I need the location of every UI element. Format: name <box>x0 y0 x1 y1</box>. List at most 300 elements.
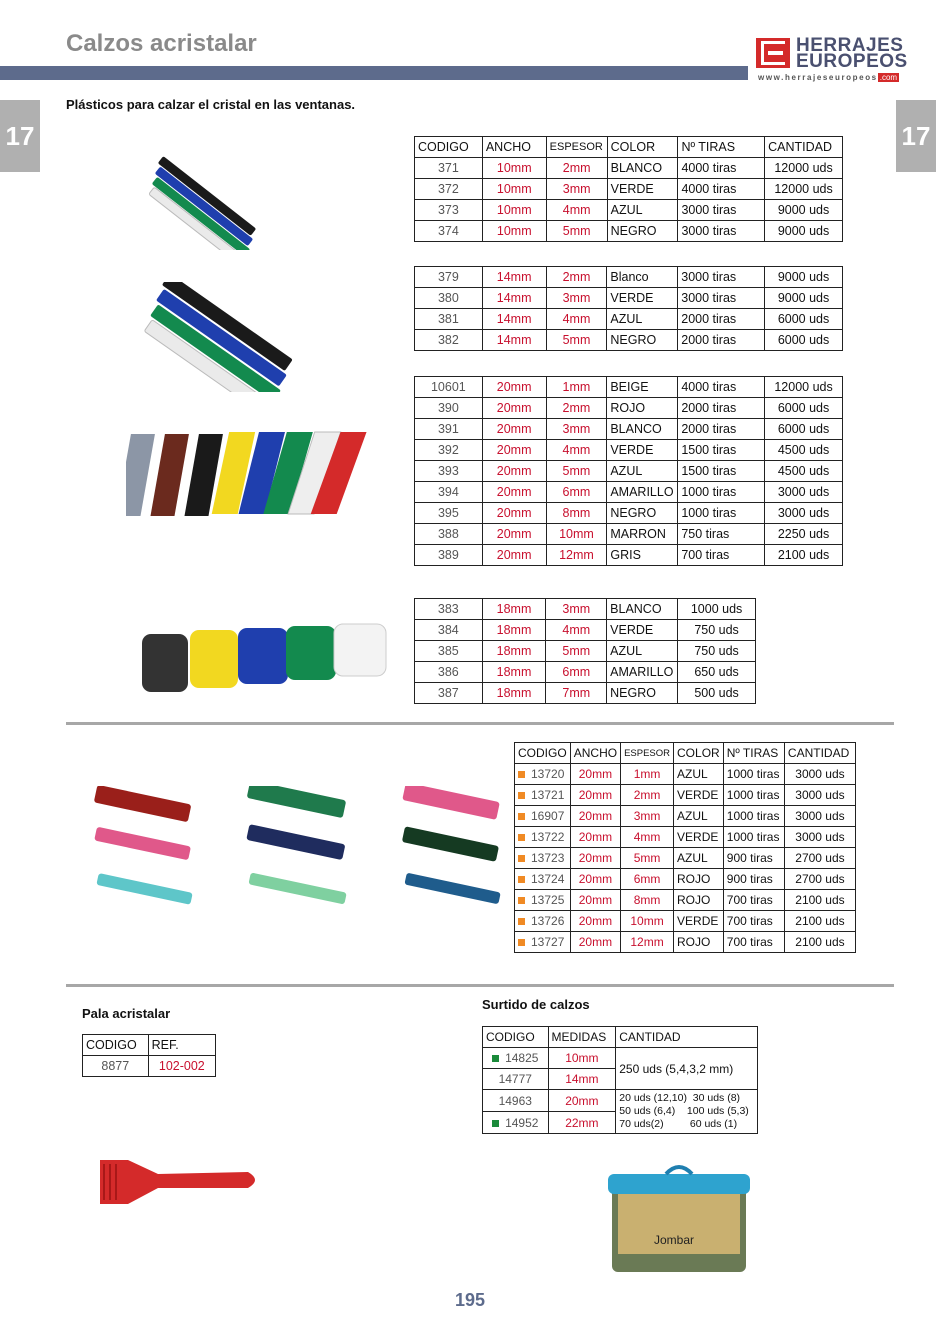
cell-color: AMARILLO <box>607 482 678 503</box>
shim-strips-14mm-image <box>128 282 306 392</box>
cell-espesor: 3mm <box>546 288 607 309</box>
table-shim-blocks-18mm <box>414 598 756 704</box>
cell-espesor: 3mm <box>546 179 607 200</box>
cell-cantidad: 650 uds <box>678 662 756 683</box>
pala-section-title: Pala acristalar <box>82 1006 171 1021</box>
cell-cantidad: 12000 uds <box>765 377 843 398</box>
column-header: CANTIDAD <box>784 743 855 764</box>
cell-tiras: 1000 tiras <box>723 806 784 827</box>
cell-ancho: 20mm <box>570 890 620 911</box>
cell-cantidad: 9000 uds <box>765 221 843 242</box>
cell-ancho: 20mm <box>482 524 546 545</box>
cell-espesor: 2mm <box>546 267 607 288</box>
table-row <box>515 890 856 911</box>
bridge-shims-image <box>90 786 502 926</box>
table-row <box>415 158 843 179</box>
cell-codigo: 381 <box>415 309 483 330</box>
table-surtido <box>482 1026 758 1134</box>
table-row <box>415 330 843 351</box>
cell-espesor: 4mm <box>546 200 607 221</box>
cell-cantidad: 2250 uds <box>765 524 843 545</box>
cell-codigo: 383 <box>415 599 483 620</box>
header-bar <box>0 66 748 80</box>
cell-color: AZUL <box>607 309 678 330</box>
cell-cantidad: 3000 uds <box>765 503 843 524</box>
column-header: CODIGO <box>415 137 483 158</box>
chapter-tab-right: 17 <box>896 100 936 172</box>
column-header: CODIGO <box>515 743 571 764</box>
cell-color: VERDE <box>674 911 724 932</box>
cell-cantidad: 250 uds (5,4,3,2 mm) <box>616 1048 758 1090</box>
cell-codigo <box>515 848 571 869</box>
cell-espesor: 6mm <box>546 662 607 683</box>
table-row <box>415 524 843 545</box>
cell-tiras: 3000 tiras <box>678 221 765 242</box>
cell-codigo <box>515 764 571 785</box>
cell-espesor: 1mm <box>546 377 607 398</box>
cell-espesor: 10mm <box>546 524 607 545</box>
qty-line: 70 uds(2) 60 uds (1) <box>619 1118 738 1130</box>
cell-codigo: 386 <box>415 662 483 683</box>
table-row <box>415 398 843 419</box>
cell-codigo: 385 <box>415 641 483 662</box>
cell-espesor: 2mm <box>546 398 607 419</box>
cell-color: VERDE <box>674 827 724 848</box>
cell-espesor: 5mm <box>546 461 607 482</box>
cell-codigo-text: 13724 <box>531 872 565 886</box>
stock-marker-icon <box>518 834 525 841</box>
table-row <box>515 848 856 869</box>
cell-ancho: 10mm <box>482 179 546 200</box>
table-row <box>415 221 843 242</box>
table-row <box>415 503 843 524</box>
cell-codigo: 374 <box>415 221 483 242</box>
cell-cantidad: 2700 uds <box>784 848 855 869</box>
column-header: ANCHO <box>482 137 546 158</box>
cell-tiras: 4000 tiras <box>678 158 765 179</box>
cell-codigo <box>483 1112 549 1134</box>
cell-cantidad: 4500 uds <box>765 440 843 461</box>
cell-cantidad: 3000 uds <box>784 785 855 806</box>
cell-tiras: 900 tiras <box>723 869 784 890</box>
table-shims-14mm <box>414 266 843 351</box>
cell-codigo: 372 <box>415 179 483 200</box>
cell-tiras: 1000 tiras <box>723 827 784 848</box>
cell-espesor: 7mm <box>546 683 607 704</box>
cell-color: BEIGE <box>607 377 678 398</box>
cell-tiras: 700 tiras <box>678 545 765 566</box>
cell-ancho: 14mm <box>482 288 546 309</box>
cell-color: VERDE <box>607 288 678 309</box>
cell-ancho: 20mm <box>570 848 620 869</box>
cell-codigo <box>515 911 571 932</box>
cell-cantidad: 6000 uds <box>765 309 843 330</box>
cell-color: ROJO <box>674 890 724 911</box>
cell-ancho: 20mm <box>570 806 620 827</box>
cell-tiras: 3000 tiras <box>678 200 765 221</box>
cell-cantidad: 1000 uds <box>678 599 756 620</box>
cell-cantidad: 4500 uds <box>765 461 843 482</box>
cell-color: NEGRO <box>607 503 678 524</box>
surtido-section-title: Surtido de calzos <box>482 997 590 1012</box>
table-row <box>415 620 756 641</box>
column-header: CANTIDAD <box>616 1027 758 1048</box>
cell-medidas: 10mm <box>548 1048 616 1069</box>
shim-assortment-box-image <box>606 1160 752 1276</box>
brand-name-line2: EUROPEOS <box>796 51 908 72</box>
cell-color: Blanco <box>607 267 678 288</box>
cell-ancho: 20mm <box>482 377 546 398</box>
cell-codigo: 394 <box>415 482 483 503</box>
brand-name-line1: HERRAJES <box>796 35 904 56</box>
cell-cantidad: 2100 uds <box>784 932 855 953</box>
cell-ancho: 20mm <box>570 785 620 806</box>
cell-ancho: 20mm <box>482 545 546 566</box>
cell-espesor: 4mm <box>621 827 674 848</box>
cell-color: AZUL <box>607 461 678 482</box>
section-divider <box>66 722 894 725</box>
cell-cantidad: 2700 uds <box>784 869 855 890</box>
table-row <box>515 785 856 806</box>
cell-cantidad: 2100 uds <box>784 890 855 911</box>
cell-codigo <box>515 932 571 953</box>
cell-ancho: 10mm <box>482 200 546 221</box>
cell-cantidad: 12000 uds <box>765 179 843 200</box>
brand-url-text: www.herrajeseuropeos <box>758 73 878 82</box>
table-row <box>415 309 843 330</box>
cell-tiras: 4000 tiras <box>678 179 765 200</box>
cell-ancho: 14mm <box>482 309 546 330</box>
cell-espesor: 4mm <box>546 309 607 330</box>
cell-espesor: 5mm <box>546 330 607 351</box>
table-row <box>515 764 856 785</box>
cell-ancho: 20mm <box>482 503 546 524</box>
stock-marker-icon <box>518 855 525 862</box>
cell-espesor: 8mm <box>621 890 674 911</box>
cell-medidas: 22mm <box>548 1112 616 1134</box>
table-row <box>415 482 843 503</box>
cell-ref: 102-002 <box>148 1056 215 1077</box>
cell-color: NEGRO <box>607 683 678 704</box>
cell-codigo: 392 <box>415 440 483 461</box>
cell-color: NEGRO <box>607 330 678 351</box>
brand-url <box>758 73 899 82</box>
cell-codigo: 384 <box>415 620 483 641</box>
cell-color: GRIS <box>607 545 678 566</box>
cell-tiras: 1500 tiras <box>678 440 765 461</box>
cell-espesor: 4mm <box>546 620 607 641</box>
cell-cantidad: 9000 uds <box>765 288 843 309</box>
cell-espesor: 6mm <box>546 482 607 503</box>
cell-ancho: 18mm <box>482 620 546 641</box>
cell-cantidad: 3000 uds <box>784 764 855 785</box>
cell-espesor: 3mm <box>546 599 607 620</box>
cell-color: AZUL <box>607 641 678 662</box>
cell-espesor: 2mm <box>621 785 674 806</box>
cell-ancho: 20mm <box>570 869 620 890</box>
table-row <box>483 1090 758 1112</box>
table-header-row <box>515 743 856 764</box>
cell-tiras: 750 tiras <box>678 524 765 545</box>
table-row <box>515 932 856 953</box>
cell-codigo-text: 14952 <box>505 1115 539 1130</box>
cell-tiras: 1500 tiras <box>678 461 765 482</box>
cell-ancho: 18mm <box>482 599 546 620</box>
stock-marker-icon <box>518 918 525 925</box>
cell-color: BLANCO <box>607 158 678 179</box>
cell-color: AZUL <box>674 806 724 827</box>
cell-ancho: 20mm <box>482 398 546 419</box>
section-divider <box>66 984 894 987</box>
table-row <box>515 869 856 890</box>
page-number: 195 <box>454 1290 486 1310</box>
cell-cantidad: 9000 uds <box>765 200 843 221</box>
table-row <box>415 267 843 288</box>
table-row <box>415 419 843 440</box>
cell-ancho: 10mm <box>482 221 546 242</box>
cell-espesor: 4mm <box>546 440 607 461</box>
column-header: ESPESOR <box>621 743 674 764</box>
column-header: ESPESOR <box>546 137 607 158</box>
cell-medidas: 20mm <box>548 1090 616 1112</box>
stock-marker-icon <box>492 1120 499 1127</box>
cell-color: AZUL <box>674 848 724 869</box>
cell-color: AZUL <box>607 200 678 221</box>
cell-ancho: 18mm <box>482 662 546 683</box>
cell-tiras: 900 tiras <box>723 848 784 869</box>
cell-cantidad: 2100 uds <box>784 911 855 932</box>
cell-codigo <box>515 806 571 827</box>
cell-codigo: 393 <box>415 461 483 482</box>
cell-tiras: 2000 tiras <box>678 419 765 440</box>
cell-codigo <box>515 785 571 806</box>
cell-espesor: 5mm <box>621 848 674 869</box>
cell-color: NEGRO <box>607 221 678 242</box>
cell-tiras: 3000 tiras <box>678 288 765 309</box>
cell-color: VERDE <box>607 620 678 641</box>
cell-medidas: 14mm <box>548 1069 616 1090</box>
cell-tiras: 2000 tiras <box>678 330 765 351</box>
cell-codigo: 389 <box>415 545 483 566</box>
page-title: Calzos acristalar <box>66 30 257 57</box>
stock-marker-icon <box>518 939 525 946</box>
cell-color: MARRON <box>607 524 678 545</box>
cell-codigo: 373 <box>415 200 483 221</box>
cell-espesor: 10mm <box>621 911 674 932</box>
cell-codigo-text: 13723 <box>531 851 565 865</box>
table-row <box>415 200 843 221</box>
table-row <box>415 641 756 662</box>
column-header: Nº TIRAS <box>723 743 784 764</box>
table-header-row <box>83 1035 216 1056</box>
cell-ancho: 20mm <box>482 419 546 440</box>
cell-tiras: 3000 tiras <box>678 267 765 288</box>
table-header-row <box>415 137 843 158</box>
cell-color: ROJO <box>674 932 724 953</box>
cell-tiras: 1000 tiras <box>678 503 765 524</box>
column-header: COLOR <box>674 743 724 764</box>
cell-tiras: 4000 tiras <box>678 377 765 398</box>
cell-color: VERDE <box>607 179 678 200</box>
cell-codigo-text: 13721 <box>531 788 565 802</box>
cell-codigo-text: 13720 <box>531 767 565 781</box>
glazing-spatula-image <box>98 1158 264 1214</box>
table-row <box>415 377 843 398</box>
section-intro: Plásticos para calzar el cristal en las ventanas. <box>66 97 356 112</box>
cell-cantidad: 6000 uds <box>765 419 843 440</box>
cell-ancho: 18mm <box>482 641 546 662</box>
column-header: Nº TIRAS <box>678 137 765 158</box>
cell-codigo-text: 13726 <box>531 914 565 928</box>
cell-cantidad: 500 uds <box>678 683 756 704</box>
cell-cantidad: 750 uds <box>678 641 756 662</box>
cell-espesor: 3mm <box>546 419 607 440</box>
cell-cantidad: 750 uds <box>678 620 756 641</box>
table-row <box>415 545 843 566</box>
cell-ancho: 20mm <box>570 932 620 953</box>
shim-strips-20mm-image <box>126 428 398 518</box>
cell-ancho: 10mm <box>482 158 546 179</box>
cell-codigo: 395 <box>415 503 483 524</box>
column-header: CANTIDAD <box>765 137 843 158</box>
cell-cantidad: 3000 uds <box>765 482 843 503</box>
cell-cantidad: 6000 uds <box>765 398 843 419</box>
cell-codigo-text: 16907 <box>531 809 565 823</box>
cell-codigo: 379 <box>415 267 483 288</box>
cell-ancho: 20mm <box>482 482 546 503</box>
table-shims-20mm <box>414 376 843 566</box>
column-header: MEDIDAS <box>548 1027 616 1048</box>
cell-cantidad: 6000 uds <box>765 330 843 351</box>
cell-codigo: 10601 <box>415 377 483 398</box>
qty-line: 50 uds (6,4) 100 uds (5,3) <box>619 1105 749 1117</box>
cell-tiras: 2000 tiras <box>678 309 765 330</box>
column-header: ANCHO <box>570 743 620 764</box>
cell-tiras: 700 tiras <box>723 890 784 911</box>
table-row <box>83 1056 216 1077</box>
brand-url-suffix: .com <box>879 73 898 82</box>
cell-color: ROJO <box>674 869 724 890</box>
column-header: CODIGO <box>83 1035 149 1056</box>
cell-espesor: 12mm <box>546 545 607 566</box>
cell-color: VERDE <box>607 440 678 461</box>
cell-color: BLANCO <box>607 599 678 620</box>
cell-espesor: 6mm <box>621 869 674 890</box>
cell-color: AMARILLO <box>607 662 678 683</box>
cell-espesor: 12mm <box>621 932 674 953</box>
cell-ancho: 14mm <box>482 267 546 288</box>
column-header: CODIGO <box>483 1027 549 1048</box>
cell-cantidad-detail <box>616 1090 758 1134</box>
cell-tiras: 700 tiras <box>723 932 784 953</box>
cell-tiras: 2000 tiras <box>678 398 765 419</box>
cell-codigo: 382 <box>415 330 483 351</box>
cell-cantidad: 2100 uds <box>765 545 843 566</box>
stock-marker-icon <box>518 876 525 883</box>
cell-codigo: 391 <box>415 419 483 440</box>
table-row <box>483 1048 758 1069</box>
stock-marker-icon <box>518 792 525 799</box>
cell-cantidad: 3000 uds <box>784 806 855 827</box>
shim-blocks-18mm-image <box>140 622 390 694</box>
cell-color: AZUL <box>674 764 724 785</box>
stock-marker-icon <box>518 813 525 820</box>
chapter-tab-left: 17 <box>0 100 40 172</box>
cell-tiras: 1000 tiras <box>678 482 765 503</box>
cell-tiras: 1000 tiras <box>723 764 784 785</box>
brand-logo-icon <box>756 38 790 68</box>
cell-ancho: 20mm <box>570 764 620 785</box>
cell-espesor: 3mm <box>621 806 674 827</box>
cell-ancho: 20mm <box>482 461 546 482</box>
cell-ancho: 20mm <box>570 911 620 932</box>
column-header: COLOR <box>607 137 678 158</box>
cell-codigo: 14777 <box>483 1069 549 1090</box>
table-row <box>415 440 843 461</box>
cell-codigo <box>515 827 571 848</box>
cell-codigo-text: 14825 <box>505 1051 539 1065</box>
table-pala <box>82 1034 216 1077</box>
stock-marker-icon <box>518 897 525 904</box>
table-bridge-shims <box>514 742 856 953</box>
cell-color: BLANCO <box>607 419 678 440</box>
cell-codigo: 390 <box>415 398 483 419</box>
table-shims-10mm <box>414 136 843 242</box>
cell-ancho: 20mm <box>482 440 546 461</box>
table-row <box>515 827 856 848</box>
stock-marker-icon <box>518 771 525 778</box>
cell-ancho: 14mm <box>482 330 546 351</box>
cell-color: ROJO <box>607 398 678 419</box>
cell-codigo: 380 <box>415 288 483 309</box>
cell-codigo: 371 <box>415 158 483 179</box>
cell-codigo <box>515 890 571 911</box>
table-header-row <box>483 1027 758 1048</box>
table-row <box>415 288 843 309</box>
cell-codigo-text: 13725 <box>531 893 565 907</box>
cell-cantidad: 3000 uds <box>784 827 855 848</box>
cell-color: VERDE <box>674 785 724 806</box>
cell-codigo: 387 <box>415 683 483 704</box>
cell-ancho: 18mm <box>482 683 546 704</box>
cell-codigo-text: 13727 <box>531 935 565 949</box>
cell-tiras: 700 tiras <box>723 911 784 932</box>
cell-codigo: 388 <box>415 524 483 545</box>
cell-cantidad: 9000 uds <box>765 267 843 288</box>
cell-codigo-text: 13722 <box>531 830 565 844</box>
cell-espesor: 8mm <box>546 503 607 524</box>
table-row <box>415 461 843 482</box>
column-header: REF. <box>148 1035 215 1056</box>
table-row <box>415 683 756 704</box>
cell-espesor: 5mm <box>546 641 607 662</box>
cell-ancho: 20mm <box>570 827 620 848</box>
cell-cantidad: 12000 uds <box>765 158 843 179</box>
shim-strips-10mm-image <box>126 150 274 250</box>
cell-codigo <box>483 1048 549 1069</box>
stock-marker-icon <box>492 1055 499 1062</box>
table-row <box>515 806 856 827</box>
cell-espesor: 1mm <box>621 764 674 785</box>
cell-espesor: 2mm <box>546 158 607 179</box>
cell-codigo: 14963 <box>483 1090 549 1112</box>
cell-espesor: 5mm <box>546 221 607 242</box>
table-row <box>515 911 856 932</box>
table-row <box>415 662 756 683</box>
cell-codigo <box>515 869 571 890</box>
table-row <box>415 179 843 200</box>
cell-codigo: 8877 <box>83 1056 149 1077</box>
